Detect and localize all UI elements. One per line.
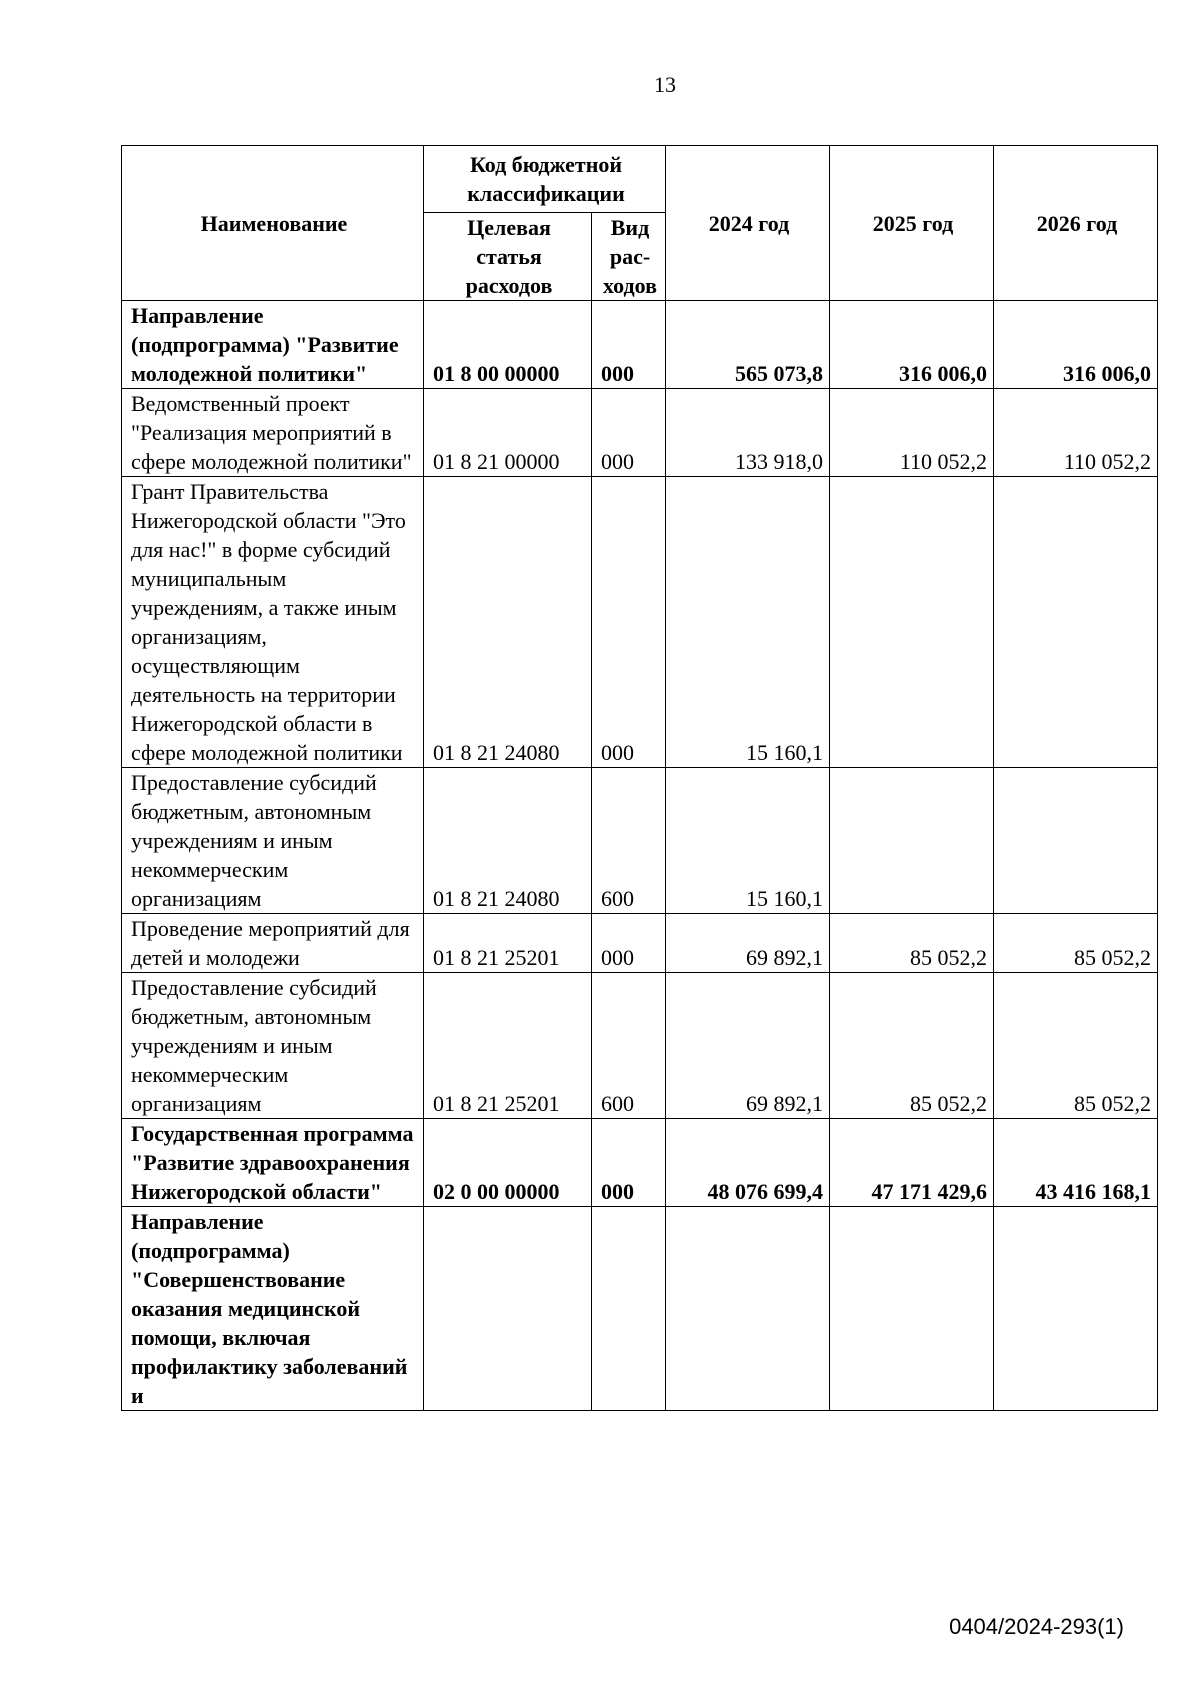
document-code: 0404/2024-293(1)	[949, 1614, 1124, 1639]
row-2025	[830, 768, 994, 914]
row-code: 02 0 00 00000	[424, 1119, 592, 1207]
row-expense-type: 000	[592, 389, 666, 477]
row-name: Ведомственный проект "Реализация мероприятий в сфере молодежной политики"	[122, 389, 424, 477]
header-2024: 2024 год	[666, 146, 830, 301]
row-code: 01 8 21 24080	[424, 477, 592, 768]
row-code: 01 8 21 25201	[424, 973, 592, 1119]
table-row	[122, 1207, 1158, 1411]
row-2026	[994, 477, 1158, 768]
row-2024	[666, 1207, 830, 1411]
row-name: Предоставление субсидий бюджетным, автономным учреждениям и иным некоммерческим организациям	[122, 973, 424, 1119]
row-code: 01 8 21 24080	[424, 768, 592, 914]
table-row	[122, 768, 1158, 914]
row-name: Государственная программа "Развитие здравоохранения Нижегородской области"	[122, 1119, 424, 1207]
header-name: Наименование	[122, 146, 424, 301]
row-2024: 69 892,1	[666, 914, 830, 973]
row-2024: 48 076 699,4	[666, 1119, 830, 1207]
row-code: 01 8 21 00000	[424, 389, 592, 477]
budget-table	[121, 145, 1158, 1411]
row-2025: 85 052,2	[830, 973, 994, 1119]
row-2025: 316 006,0	[830, 301, 994, 389]
row-2025: 110 052,2	[830, 389, 994, 477]
row-name: Проведение мероприятий для детей и молодежи	[122, 914, 424, 973]
row-2026: 85 052,2	[994, 973, 1158, 1119]
row-name: Направление (подпрограмма) "Совершенствование оказания медицинской помощи, включая профилактику заболеваний и	[122, 1207, 424, 1411]
row-code: 01 8 00 00000	[424, 301, 592, 389]
row-2024: 15 160,1	[666, 477, 830, 768]
row-2024: 133 918,0	[666, 389, 830, 477]
header-2026: 2026 год	[994, 146, 1158, 301]
row-2025	[830, 477, 994, 768]
row-2026: 110 052,2	[994, 389, 1158, 477]
row-code: 01 8 21 25201	[424, 914, 592, 973]
row-2024: 15 160,1	[666, 768, 830, 914]
table-row	[122, 914, 1158, 973]
row-2024: 69 892,1	[666, 973, 830, 1119]
row-expense-type: 000	[592, 301, 666, 389]
row-name: Предоставление субсидий бюджетным, автономным учреждениям и иным некоммерческим организациям	[122, 768, 424, 914]
row-2026	[994, 768, 1158, 914]
row-expense-type: 000	[592, 914, 666, 973]
row-code	[424, 1207, 592, 1411]
row-2026: 43 416 168,1	[994, 1119, 1158, 1207]
header-code-group: Код бюджетной классификации	[424, 146, 666, 213]
row-2025: 85 052,2	[830, 914, 994, 973]
row-name: Направление (подпрограмма) "Развитие молодежной политики"	[122, 301, 424, 389]
row-2025	[830, 1207, 994, 1411]
row-2026: 85 052,2	[994, 914, 1158, 973]
table-row	[122, 389, 1158, 477]
row-2025: 47 171 429,6	[830, 1119, 994, 1207]
table-row	[122, 477, 1158, 768]
table-row	[122, 1119, 1158, 1207]
page-number: 13	[654, 72, 676, 97]
row-expense-type: 600	[592, 768, 666, 914]
table-row	[122, 301, 1158, 389]
row-name: Грант Правительства Нижегородской области "Это для нас!" в форме субсидий муниципальным учреждениям, а также иным организациям, осуществляющим деятельность на территории Нижегородской области в сфере молодежной политики	[122, 477, 424, 768]
row-2026: 316 006,0	[994, 301, 1158, 389]
table-row	[122, 973, 1158, 1119]
header-target-article: Целевая статья расходов	[424, 213, 592, 301]
row-2024: 565 073,8	[666, 301, 830, 389]
row-expense-type: 000	[592, 477, 666, 768]
header-2025: 2025 год	[830, 146, 994, 301]
row-2026	[994, 1207, 1158, 1411]
header-row-top	[122, 146, 1158, 213]
row-expense-type: 600	[592, 973, 666, 1119]
row-expense-type: 000	[592, 1119, 666, 1207]
header-expense-type: Вид рас-ходов	[592, 213, 666, 301]
row-expense-type	[592, 1207, 666, 1411]
